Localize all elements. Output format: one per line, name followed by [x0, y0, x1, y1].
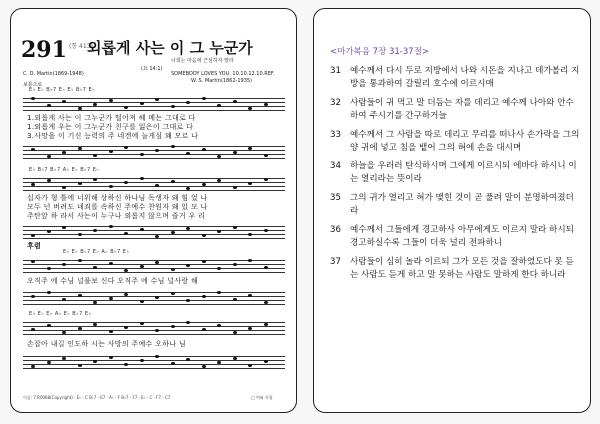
note-head [264, 103, 268, 106]
note-head [109, 99, 113, 102]
note-head [47, 155, 51, 158]
note-head [264, 154, 268, 157]
note-head [140, 300, 144, 303]
lyric-line: 모두 넌 버려도 네죄를 속하신 주예수 찬원자 왜 있 모 나 [27, 203, 208, 211]
note-head [109, 185, 113, 188]
verse-number: 31 [330, 66, 341, 76]
lyric-line: 손잡아 내길 인도하 시는 사망의 주예수 오하나 님 [27, 340, 186, 348]
note-head [264, 301, 268, 304]
bass-staff [23, 143, 285, 159]
hymn-number: 291 [21, 37, 67, 63]
note-head [31, 97, 35, 100]
verse-text: 예수께서 그 사람을 따로 데리고 무리를 떠나사 손가락을 그의 양 귀에 넣고 침을 뱉어 그의 혀에 손을 대시며 [350, 129, 580, 153]
note-head [233, 186, 237, 189]
note-head [202, 97, 206, 100]
note-head [78, 294, 82, 297]
note-head [202, 183, 206, 186]
note-head [109, 330, 113, 333]
note-head [109, 150, 113, 153]
bass-staff [23, 289, 285, 305]
note-head [140, 359, 144, 362]
note-head [31, 260, 35, 263]
note-head [233, 331, 237, 334]
verse-item [330, 97, 582, 123]
scripture-reference: <마가복음 7장 31-37절> [330, 47, 430, 57]
note-head [264, 178, 268, 181]
lyric-line: 십자가 형 틀에 너위해 상하신 하나님 독생자 왜 힘 었 나 [27, 194, 208, 202]
note-head [264, 229, 268, 232]
verse-number: 35 [330, 193, 341, 204]
verse-item [330, 192, 582, 218]
note-head [186, 358, 190, 361]
note-head [171, 105, 175, 108]
note-head [124, 232, 128, 235]
verse-text: 하늘을 우러러 탄식하시며 그에게 이르시되 에바다 하시니 이는 열리라는 뜻이라 [350, 161, 577, 185]
treble-staff [23, 95, 285, 111]
note-head [93, 301, 97, 304]
english-title: SOMEBODY LOVES YOU. 10.10.12.10.REF. [171, 71, 275, 77]
verse-list [330, 65, 582, 287]
note-head [217, 361, 221, 364]
tempo-label: 보통으로 [23, 82, 43, 88]
verse-item [330, 224, 582, 250]
note-head [155, 235, 159, 238]
note-head [202, 365, 206, 368]
verse-text: 그의 귀가 열리고 혀가 맺힌 것이 곧 풀려 말이 분명하여졌더라 [350, 193, 574, 217]
verse-text: 예수께서 다시 두로 지방에서 나와 시돈을 지나고 데가볼리 지방을 통과하여 갈릴리 호수에 이르시매 [350, 66, 580, 90]
note-head [78, 233, 82, 236]
note-head [140, 228, 144, 231]
note-head [264, 323, 268, 326]
note-head [47, 104, 51, 107]
note-head [124, 326, 128, 329]
note-head [186, 264, 190, 267]
note-head [140, 177, 144, 180]
note-head [171, 325, 175, 328]
note-head [62, 331, 66, 334]
note-head [109, 225, 113, 228]
note-head [31, 365, 35, 368]
note-head [124, 106, 128, 109]
note-head [233, 151, 237, 154]
note-head [202, 328, 206, 331]
bass-staff [23, 223, 285, 239]
note-head [233, 226, 237, 229]
note-head [140, 153, 144, 156]
note-head [62, 298, 66, 301]
note-head [202, 295, 206, 298]
hymn-old-number: (통 413) [69, 43, 93, 50]
note-head [248, 294, 252, 297]
note-head [47, 361, 51, 364]
treble-staff [23, 319, 285, 335]
note-head [248, 327, 252, 330]
note-head [31, 328, 35, 331]
note-head [93, 323, 97, 326]
note-head [264, 360, 268, 363]
verse-item [330, 256, 582, 282]
note-head [47, 291, 51, 294]
verse-item [330, 129, 582, 155]
chord-symbols: E♭ E♭ B♭7 E♭ E♭ B♭7 E♭ [29, 87, 96, 93]
note-head [171, 292, 175, 295]
note-head [78, 182, 82, 185]
note-head [78, 107, 82, 110]
note-head [202, 148, 206, 151]
note-head [217, 267, 221, 270]
note-head [248, 147, 252, 150]
note-head [109, 297, 113, 300]
note-head [78, 147, 82, 150]
note-head [248, 233, 252, 236]
note-head [217, 230, 221, 233]
lyric-line: 주탄앞 하 라서 사는이 누구나 외롭지 않으며 즐거 우 리 [27, 212, 206, 220]
scripture-card [313, 8, 591, 413]
note-head [124, 269, 128, 272]
verse-text: 예수께서 그들에게 경고하사 아무에게도 이르지 말라 하시되 경고하실수록 그들이 더욱 널리 전파하니 [350, 224, 574, 248]
note-head [264, 266, 268, 269]
scripture-tag: (요 14:1) [141, 66, 163, 72]
note-head [155, 149, 159, 152]
note-head [140, 102, 144, 105]
note-head [233, 100, 237, 103]
lyric-line: 3.사망을 이 기신 능력의 주 네겐에 늘게심 왜 모르 나 [27, 132, 199, 140]
verse-number: 37 [330, 256, 341, 267]
note-head [93, 266, 97, 269]
note-head [233, 357, 237, 360]
note-head [186, 187, 190, 190]
note-head [140, 265, 144, 268]
verse-number: 36 [330, 224, 341, 235]
treble-staff [23, 257, 285, 273]
note-head [171, 268, 175, 271]
note-head [155, 329, 159, 332]
note-head [109, 356, 113, 359]
note-head [155, 184, 159, 187]
note-head [62, 263, 66, 266]
arranger-credit: W. S. Martin(1862-1935) [191, 78, 253, 84]
note-head [248, 364, 252, 367]
note-head [62, 186, 66, 189]
verse-item [330, 65, 582, 91]
hymn-footer-mark: □ 여와 사랑 [251, 395, 273, 400]
chord-symbols: E♭ E♭ B♭7 E♭ A♭ B♭7 E♭ [63, 249, 130, 255]
note-head [62, 357, 66, 360]
composer-credit: C. D. Martin(1869-1948) [23, 71, 84, 77]
note-head [140, 322, 144, 325]
note-head [124, 146, 128, 149]
note-head [124, 181, 128, 184]
note-head [155, 355, 159, 358]
note-head [248, 259, 252, 262]
chord-symbols: E♭ E♭ E♭ A♭ E♭ B♭7 E♭ [29, 311, 92, 317]
note-head [217, 104, 221, 107]
note-head [171, 145, 175, 148]
note-head [62, 226, 66, 229]
note-head [171, 362, 175, 365]
note-head [248, 107, 252, 110]
note-head [155, 296, 159, 299]
note-head [93, 229, 97, 232]
note-head [47, 267, 51, 270]
verse-number: 34 [330, 161, 341, 172]
note-head [78, 364, 82, 367]
note-head [155, 261, 159, 264]
note-head [217, 155, 221, 158]
hymn-footer: 이음: 7 R0088(Copyright) · E♭ - C B♭7 - E7 · A♭ - F B♭7 - F7 · E♭ - C · F7 - C7 [23, 395, 171, 400]
hymn-title: 외롭게 사는 이 그 누군가 [87, 39, 253, 57]
lyric-line: 1.외롭게 우는 이 그누군가 친구를 잃은이 그대로 다 [27, 123, 194, 131]
note-head [31, 148, 35, 151]
music-score [23, 89, 285, 389]
note-head [47, 324, 51, 327]
note-head [93, 154, 97, 157]
note-head [202, 234, 206, 237]
note-head [217, 324, 221, 327]
note-head [124, 363, 128, 366]
bass-staff [23, 353, 285, 369]
note-head [47, 179, 51, 182]
note-head [233, 263, 237, 266]
note-head [171, 180, 175, 183]
note-head [31, 295, 35, 298]
note-head [155, 98, 159, 101]
note-head [217, 179, 221, 182]
note-head [186, 227, 190, 230]
note-head [186, 321, 190, 324]
verse-item [330, 160, 582, 186]
lyric-line: 1.외롭게 사는 이 그누군가 떨어져 헤 메는 그대로 다 [27, 114, 196, 122]
verse-number: 33 [330, 129, 341, 140]
note-head [93, 103, 97, 106]
verse-text: 사람들이 심히 놀라 이르되 그가 모든 것을 잘하였도다 못 듣는 사람도 듣게 하고 말 못하는 사람도 말하게 한다 하니라 [350, 256, 574, 280]
note-head [62, 100, 66, 103]
note-head [248, 182, 252, 185]
note-head [47, 230, 51, 233]
note-head [109, 262, 113, 265]
verse-number: 32 [330, 97, 341, 108]
chord-symbols: E♭ B♭7 B♭7 A♭ E♭ B♭7 E♭ [29, 167, 100, 173]
note-head [217, 291, 221, 294]
note-head [78, 259, 82, 262]
note-head [171, 231, 175, 234]
verse-text: 사람들이 귀 먹고 말 더듬는 자를 데리고 예수께 나아와 안수하여 주시기를 간구하거늘 [350, 97, 574, 121]
hymn-subtitle: 너희는 마음에 근심하지 말라 [171, 58, 234, 64]
note-head [202, 260, 206, 263]
note-head [31, 234, 35, 237]
note-head [93, 178, 97, 181]
note-head [124, 293, 128, 296]
note-head [62, 151, 66, 154]
refrain-label: 후렴 [27, 242, 42, 250]
note-head [31, 183, 35, 186]
lyric-line: 오직주 에 수님 널풀보 신다 오직주 에 수님 널사랑 해 [27, 277, 199, 285]
hymn-sheet [10, 8, 297, 413]
note-head [186, 152, 190, 155]
note-head [233, 298, 237, 301]
note-head [93, 360, 97, 363]
treble-staff [23, 175, 285, 191]
note-head [186, 299, 190, 302]
note-head [78, 327, 82, 330]
note-head [186, 101, 190, 104]
